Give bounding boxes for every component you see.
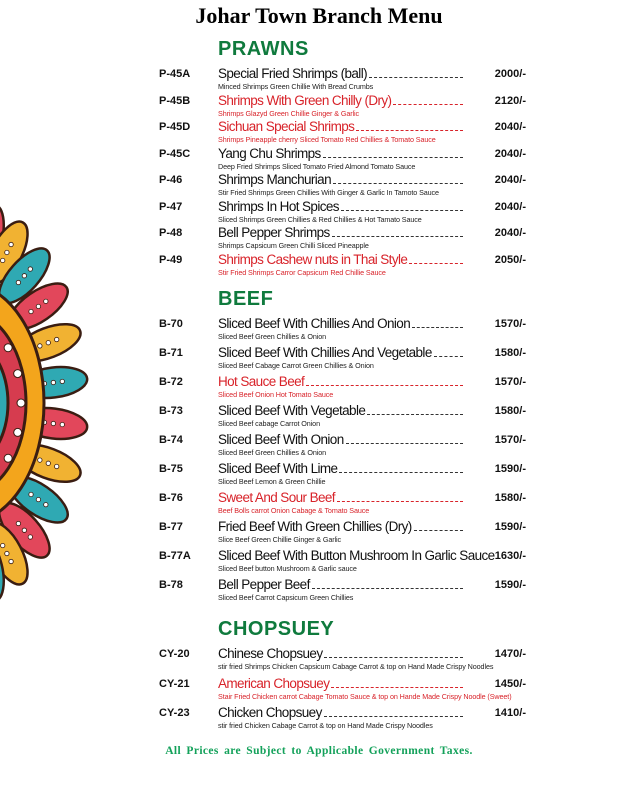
item-name: Hot Sauce Beef — [218, 374, 305, 389]
item-name: Shrimps In Hot Spices — [218, 198, 339, 214]
menu-item — [0, 577, 638, 603]
dotted-leader — [409, 262, 463, 264]
item-description: Beef Bolls carrot Onion Cabage & Tomato Sauce — [218, 506, 370, 515]
item-description: Sliced Beef cabage Carrot Onion — [218, 419, 320, 428]
mandala-dot — [16, 280, 20, 284]
menu-item — [0, 199, 638, 225]
dotted-leader — [331, 686, 463, 688]
mandala-dot — [29, 309, 33, 313]
item-code: B-73 — [159, 405, 183, 417]
item-price: 1570/- — [494, 434, 526, 446]
dotted-leader — [324, 656, 463, 658]
section-title: BEEF — [218, 288, 274, 310]
item-description: Minced Shrimps Green Chillie With Bread Crumbs — [218, 82, 374, 91]
item-name: Chicken Chopsuey — [218, 705, 322, 720]
menu-item — [0, 676, 638, 702]
menu-item — [0, 316, 638, 342]
item-name-line — [218, 705, 464, 721]
item-description: Stir Fried Shrimps Green Chillies With Ginger & Garlic In Tamoto Sauce — [218, 188, 439, 197]
dotted-leader — [339, 471, 463, 473]
item-code: B-75 — [159, 463, 183, 475]
item-price: 1410/- — [494, 707, 526, 719]
item-name-line — [218, 146, 464, 162]
dotted-leader — [337, 500, 463, 502]
item-price: 2120/- — [494, 94, 526, 107]
item-name-line — [218, 519, 464, 535]
dotted-leader — [434, 355, 463, 357]
item-price: 1630/- — [494, 550, 526, 562]
item-name: Shrimps Manchurian — [218, 172, 332, 187]
item-name: Sliced Beef With Chillies And Vegetable — [218, 345, 432, 360]
menu-item — [0, 432, 638, 458]
dotted-leader — [332, 235, 463, 237]
item-name: Sliced Beef With Button Mushroom In Garlic Sauce — [218, 548, 495, 563]
item-price: 2050/- — [494, 253, 526, 266]
item-code: B-72 — [159, 376, 183, 388]
item-description: Sliced Beef Green Chillies & Onion — [218, 448, 327, 457]
item-description: Sliced Beef Green Chillies & Onion — [218, 332, 327, 341]
menu-item — [0, 345, 638, 371]
item-price: 1470/- — [494, 648, 526, 660]
item-description: Shrimps Pineapple cherry Sliced Tomato Red Chillies & Tomato Sauce — [218, 135, 436, 144]
item-description: stir fried Shrimps Chicken Capsicum Cabage Carrot & top on Hand Made Crispy Noodles — [218, 662, 494, 671]
item-name: Bell Pepper Shrimps — [218, 225, 330, 240]
item-name-line — [218, 403, 464, 419]
item-description: Stair Fried Chicken carrot Cabage Tomato Sauce & top on Hande Made Crispy Noodle (Sweet) — [218, 691, 512, 701]
section-title: PRAWNS — [218, 38, 309, 60]
menu-item — [0, 225, 638, 251]
item-price: 1570/- — [494, 376, 526, 388]
item-name-line — [218, 66, 464, 82]
mandala-dot — [44, 299, 48, 303]
item-name-line — [218, 199, 464, 215]
item-name-line — [218, 490, 464, 506]
tax-notice: All Prices are Subject to Applicable Government Taxes. — [165, 745, 473, 757]
item-price: 2040/- — [494, 174, 526, 186]
item-description: Shrimps Capsicum Green Chilli Sliced Pineapple — [218, 241, 369, 250]
item-name: Sliced Beef With Onion — [218, 432, 344, 447]
item-code: B-77A — [159, 550, 191, 562]
item-name-line — [218, 646, 464, 662]
item-name: Sliced Beef With Chillies And Onion — [218, 316, 411, 331]
dotted-leader — [412, 326, 463, 328]
menu-item — [0, 646, 638, 672]
item-price: 1580/- — [494, 492, 526, 504]
item-description: Sliced Shrimps Green Chillies & Red Chillies & Hot Tamato Sauce — [218, 214, 422, 224]
menu-item — [0, 93, 638, 119]
item-price: 1450/- — [494, 677, 526, 690]
item-description: Shrimps Glazyd Green Chillie Ginger & Garlic — [218, 108, 359, 118]
item-name: Shrimps With Green Chilly (Dry) — [218, 92, 392, 108]
menu-item — [0, 548, 638, 574]
item-name-line — [218, 374, 464, 390]
item-name: Sliced Beef With Lime — [218, 461, 338, 476]
dotted-leader — [333, 182, 463, 184]
item-description: Sliced Beef Cabage Carrot Green Chillies & Onion — [218, 361, 374, 370]
dotted-leader — [306, 384, 463, 386]
menu-item — [0, 403, 638, 429]
item-name-line — [218, 676, 464, 692]
item-price: 2040/- — [494, 147, 526, 160]
item-code: P-49 — [159, 253, 183, 266]
item-name-line — [218, 577, 464, 593]
item-name-line — [218, 461, 464, 477]
item-name: Sichuan Special Shrimps — [218, 119, 355, 134]
item-price: 1590/- — [494, 579, 526, 591]
item-price: 1580/- — [494, 347, 526, 359]
item-name: Sliced Beef With Vegetable — [218, 403, 366, 418]
item-price: 1590/- — [494, 521, 526, 533]
menu-item — [0, 705, 638, 731]
item-name-line — [218, 345, 464, 361]
item-price: 2040/- — [494, 227, 526, 239]
item-code: B-77 — [159, 521, 183, 533]
item-code: B-71 — [159, 347, 183, 359]
menu-item — [0, 146, 638, 172]
item-name-line — [218, 93, 464, 109]
page-title: Johar Town Branch Menu — [195, 3, 443, 28]
item-code: CY-23 — [159, 707, 190, 719]
item-name-line — [218, 225, 464, 241]
item-code: P-47 — [159, 200, 183, 213]
dotted-leader — [356, 129, 463, 131]
menu-item — [0, 374, 638, 400]
dotted-leader — [312, 587, 463, 589]
item-name: American Chopsuey — [218, 675, 330, 691]
menu-item — [0, 490, 638, 516]
item-code: B-76 — [159, 492, 183, 504]
item-name-line — [218, 119, 464, 135]
dotted-leader — [324, 715, 463, 717]
item-description: Stir Fried Shrimps Carror Capsicum Red Chillie Sauce — [218, 267, 386, 277]
item-description: stir fried Chicken Cabage Carrot & top on Hand Made Crispy Noodles — [218, 721, 433, 730]
item-description: Deep Fried Shrimps Sliced Tomato Fried Almond Tomato Sauce — [218, 161, 416, 171]
item-name: Yang Chu Shrimps — [218, 145, 321, 161]
item-code: P-45B — [159, 94, 191, 107]
item-code: CY-21 — [159, 677, 190, 690]
item-price: 2040/- — [494, 121, 526, 133]
item-description: Sliced Beef button Mushroom & Garlic sauce — [218, 564, 357, 573]
menu-item — [0, 66, 638, 92]
menu-item — [0, 519, 638, 545]
item-code: P-45C — [159, 147, 191, 160]
dotted-leader — [393, 103, 463, 105]
item-code: B-74 — [159, 434, 183, 446]
item-code: P-46 — [159, 174, 183, 186]
section-title: CHOPSUEY — [218, 618, 335, 640]
dotted-leader — [369, 76, 463, 78]
item-name: Special Fried Shrimps (ball) — [218, 66, 368, 81]
item-name-line — [218, 316, 464, 332]
dotted-leader — [341, 209, 463, 211]
item-description: Slice Beef Green Chillie Ginger & Garlic — [218, 535, 342, 544]
item-code: B-78 — [159, 579, 183, 591]
item-code: P-45D — [159, 121, 191, 133]
item-description: Sliced Beef Carrot Capsicum Green Chillies — [218, 593, 354, 602]
item-name: Fried Beef With Green Chillies (Dry) — [218, 519, 412, 534]
item-description: Sliced Beef Lemon & Green Chillie — [218, 477, 326, 486]
mandala-dot — [36, 304, 40, 308]
dotted-leader — [414, 529, 463, 531]
item-name: Shrimps Cashew nuts in Thai Style — [218, 251, 408, 267]
item-name-line — [218, 432, 464, 448]
item-code: CY-20 — [159, 648, 190, 660]
dotted-leader — [346, 442, 463, 444]
menu-item — [0, 461, 638, 487]
menu-item — [0, 119, 638, 145]
item-name: Chinese Chopsuey — [218, 646, 323, 661]
item-name-line — [218, 548, 495, 564]
dotted-leader — [323, 156, 463, 158]
item-name: Sweet And Sour Beef — [218, 490, 335, 505]
item-price: 2040/- — [494, 200, 526, 213]
item-price: 1570/- — [494, 318, 526, 330]
item-description: Sliced Beef Onion Hot Tomato Sauce — [218, 390, 334, 399]
item-price: 2000/- — [494, 68, 526, 80]
item-name-line — [218, 252, 464, 268]
item-code: B-70 — [159, 318, 183, 330]
item-name: Bell Pepper Beef — [218, 577, 310, 592]
item-price: 1580/- — [494, 405, 526, 417]
item-price: 1590/- — [494, 463, 526, 475]
item-code: P-48 — [159, 227, 183, 239]
menu-item — [0, 172, 638, 198]
item-name-line — [218, 172, 464, 188]
item-code: P-45A — [159, 68, 191, 80]
dotted-leader — [367, 413, 463, 415]
menu-item — [0, 252, 638, 278]
